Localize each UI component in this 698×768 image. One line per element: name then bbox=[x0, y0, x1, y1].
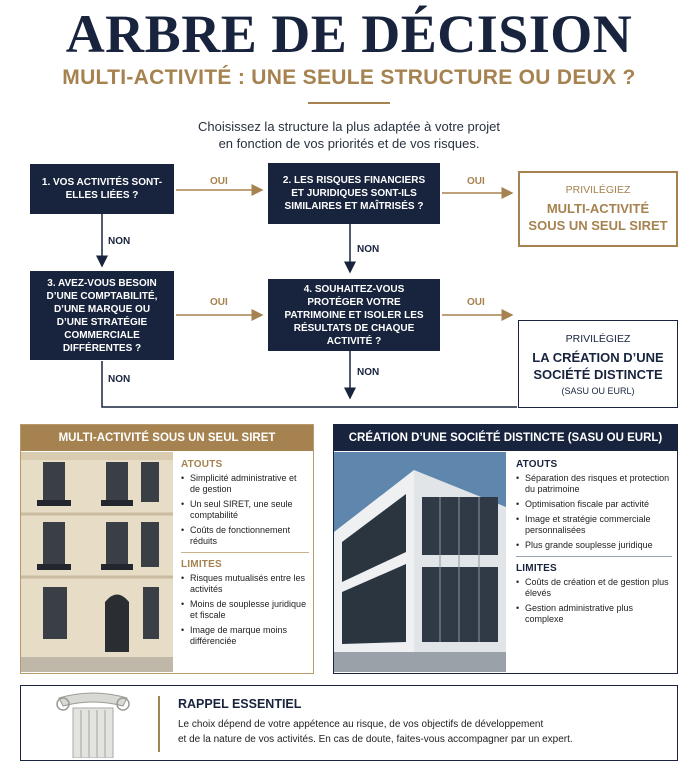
question-4: 4. SOUHAITEZ-VOUS PROTÉGER VOTRE PATRIMOINE ET ISOLER LES RÉSULTATS DE CHAQUE ACTIVITÉ ? bbox=[268, 279, 440, 351]
list-item: • Optimisation fiscale par activité bbox=[516, 499, 672, 510]
result-1-pre: PRIVILÉGIEZ bbox=[565, 184, 631, 196]
rappel-line-1: Le choix dépend de votre appétence au risque, de vos objectifs de développement bbox=[178, 719, 544, 730]
divider bbox=[158, 696, 160, 752]
list-item: • Un seul SIRET, une seule comptabilité bbox=[181, 499, 309, 521]
label-oui-3: OUI bbox=[210, 297, 228, 308]
right-atouts-title: ATOUTS bbox=[516, 459, 558, 470]
result-2-pre: PRIVILÉGIEZ bbox=[565, 332, 631, 345]
line-q3-result2 bbox=[102, 361, 517, 407]
intro-line-1: Choisissez la structure la plus adaptée à votre projet bbox=[197, 119, 501, 134]
label-oui-1: OUI bbox=[210, 176, 228, 187]
right-atouts-list bbox=[516, 473, 672, 551]
rappel-line-2: et de la nature de vos activités. En cas de doute, faites-vous accompagner par un expert. bbox=[178, 734, 573, 745]
rappel-box bbox=[20, 685, 678, 761]
label-non-4: NON bbox=[357, 367, 380, 378]
question-2: 2. LES RISQUES FINANCIERS ET JURIDIQUES SONT-ILS SIMILAIRES ET MAÎTRISÉS ? bbox=[268, 163, 440, 224]
modern-building-image bbox=[334, 452, 506, 672]
result-2-sub: (SASU OU EURL) bbox=[561, 385, 635, 396]
list-item: • Coûts de fonctionnement réduits bbox=[181, 525, 309, 547]
list-item: • Image et stratégie commerciale personnalisées bbox=[516, 514, 672, 536]
left-atouts-list bbox=[181, 473, 309, 547]
label-oui-4: OUI bbox=[467, 297, 485, 308]
label-non-3: NON bbox=[108, 374, 131, 385]
rappel-title: RAPPEL ESSENTIEL bbox=[178, 697, 302, 711]
right-limites-title: LIMITES bbox=[516, 563, 557, 574]
question-1: 1. VOS ACTIVITÉS SONT-ELLES LIÉES ? bbox=[30, 164, 174, 214]
question-3: 3. AVEZ-VOUS BESOIN D’UNE COMPTABILITÉ, D’UNE MARQUE OU D’UNE STRATÉGIE COMMERCIALE DIFFÉRENTES ? bbox=[30, 271, 174, 360]
left-limites-list bbox=[181, 573, 309, 647]
rappel-text bbox=[178, 717, 573, 747]
list-item: • Séparation des risques et protection du patrimoine bbox=[516, 473, 672, 495]
left-atouts-title: ATOUTS bbox=[181, 459, 223, 470]
list-item: • Risques mutualisés entre les activités bbox=[181, 573, 309, 595]
divider bbox=[516, 556, 672, 557]
label-non-1: NON bbox=[108, 236, 131, 247]
list-item: • Plus grande souplesse juridique bbox=[516, 540, 672, 551]
list-item: • Gestion administrative plus complexe bbox=[516, 603, 672, 625]
page-title: ARBRE DE DÉCISION bbox=[65, 4, 633, 64]
label-oui-2: OUI bbox=[467, 176, 485, 187]
label-non-2: NON bbox=[357, 244, 380, 255]
list-item: • Coûts de création et de gestion plus élevés bbox=[516, 577, 672, 599]
result-1-line-1: MULTI-ACTIVITÉ bbox=[546, 201, 650, 216]
result-2-line-2: SOCIÉTÉ DISTINCTE bbox=[533, 366, 663, 382]
result-multi-activite bbox=[518, 171, 678, 247]
panel-left-title: MULTI-ACTIVITÉ SOUS UN SEUL SIRET bbox=[21, 425, 313, 451]
right-limites-list bbox=[516, 577, 672, 625]
haussmann-building-image bbox=[21, 452, 173, 672]
result-1-line-2: SOUS UN SEUL SIRET bbox=[528, 218, 668, 233]
panel-right-text bbox=[516, 459, 672, 629]
panel-right-title: CRÉATION D’UNE SOCIÉTÉ DISTINCTE (SASU OU EURL) bbox=[334, 425, 677, 451]
list-item: • Moins de souplesse juridique et fiscale bbox=[181, 599, 309, 621]
panel-multi-activite bbox=[20, 424, 314, 674]
result-2-line-1: LA CRÉATION D’UNE bbox=[532, 349, 664, 365]
panel-left-text bbox=[181, 459, 309, 651]
list-item: • Simplicité administrative et de gestion bbox=[181, 473, 309, 495]
column-icon bbox=[43, 688, 143, 758]
page-subtitle: MULTI-ACTIVITÉ : UNE SEULE STRUCTURE OU DEUX ? bbox=[62, 66, 636, 89]
intro-line-2: en fonction de vos priorités et de vos risques. bbox=[218, 136, 480, 151]
divider bbox=[181, 552, 309, 553]
result-societe-distincte bbox=[518, 320, 678, 408]
panel-societe-distincte bbox=[333, 424, 678, 674]
list-item: • Image de marque moins différenciée bbox=[181, 625, 309, 647]
left-limites-title: LIMITES bbox=[181, 559, 222, 570]
